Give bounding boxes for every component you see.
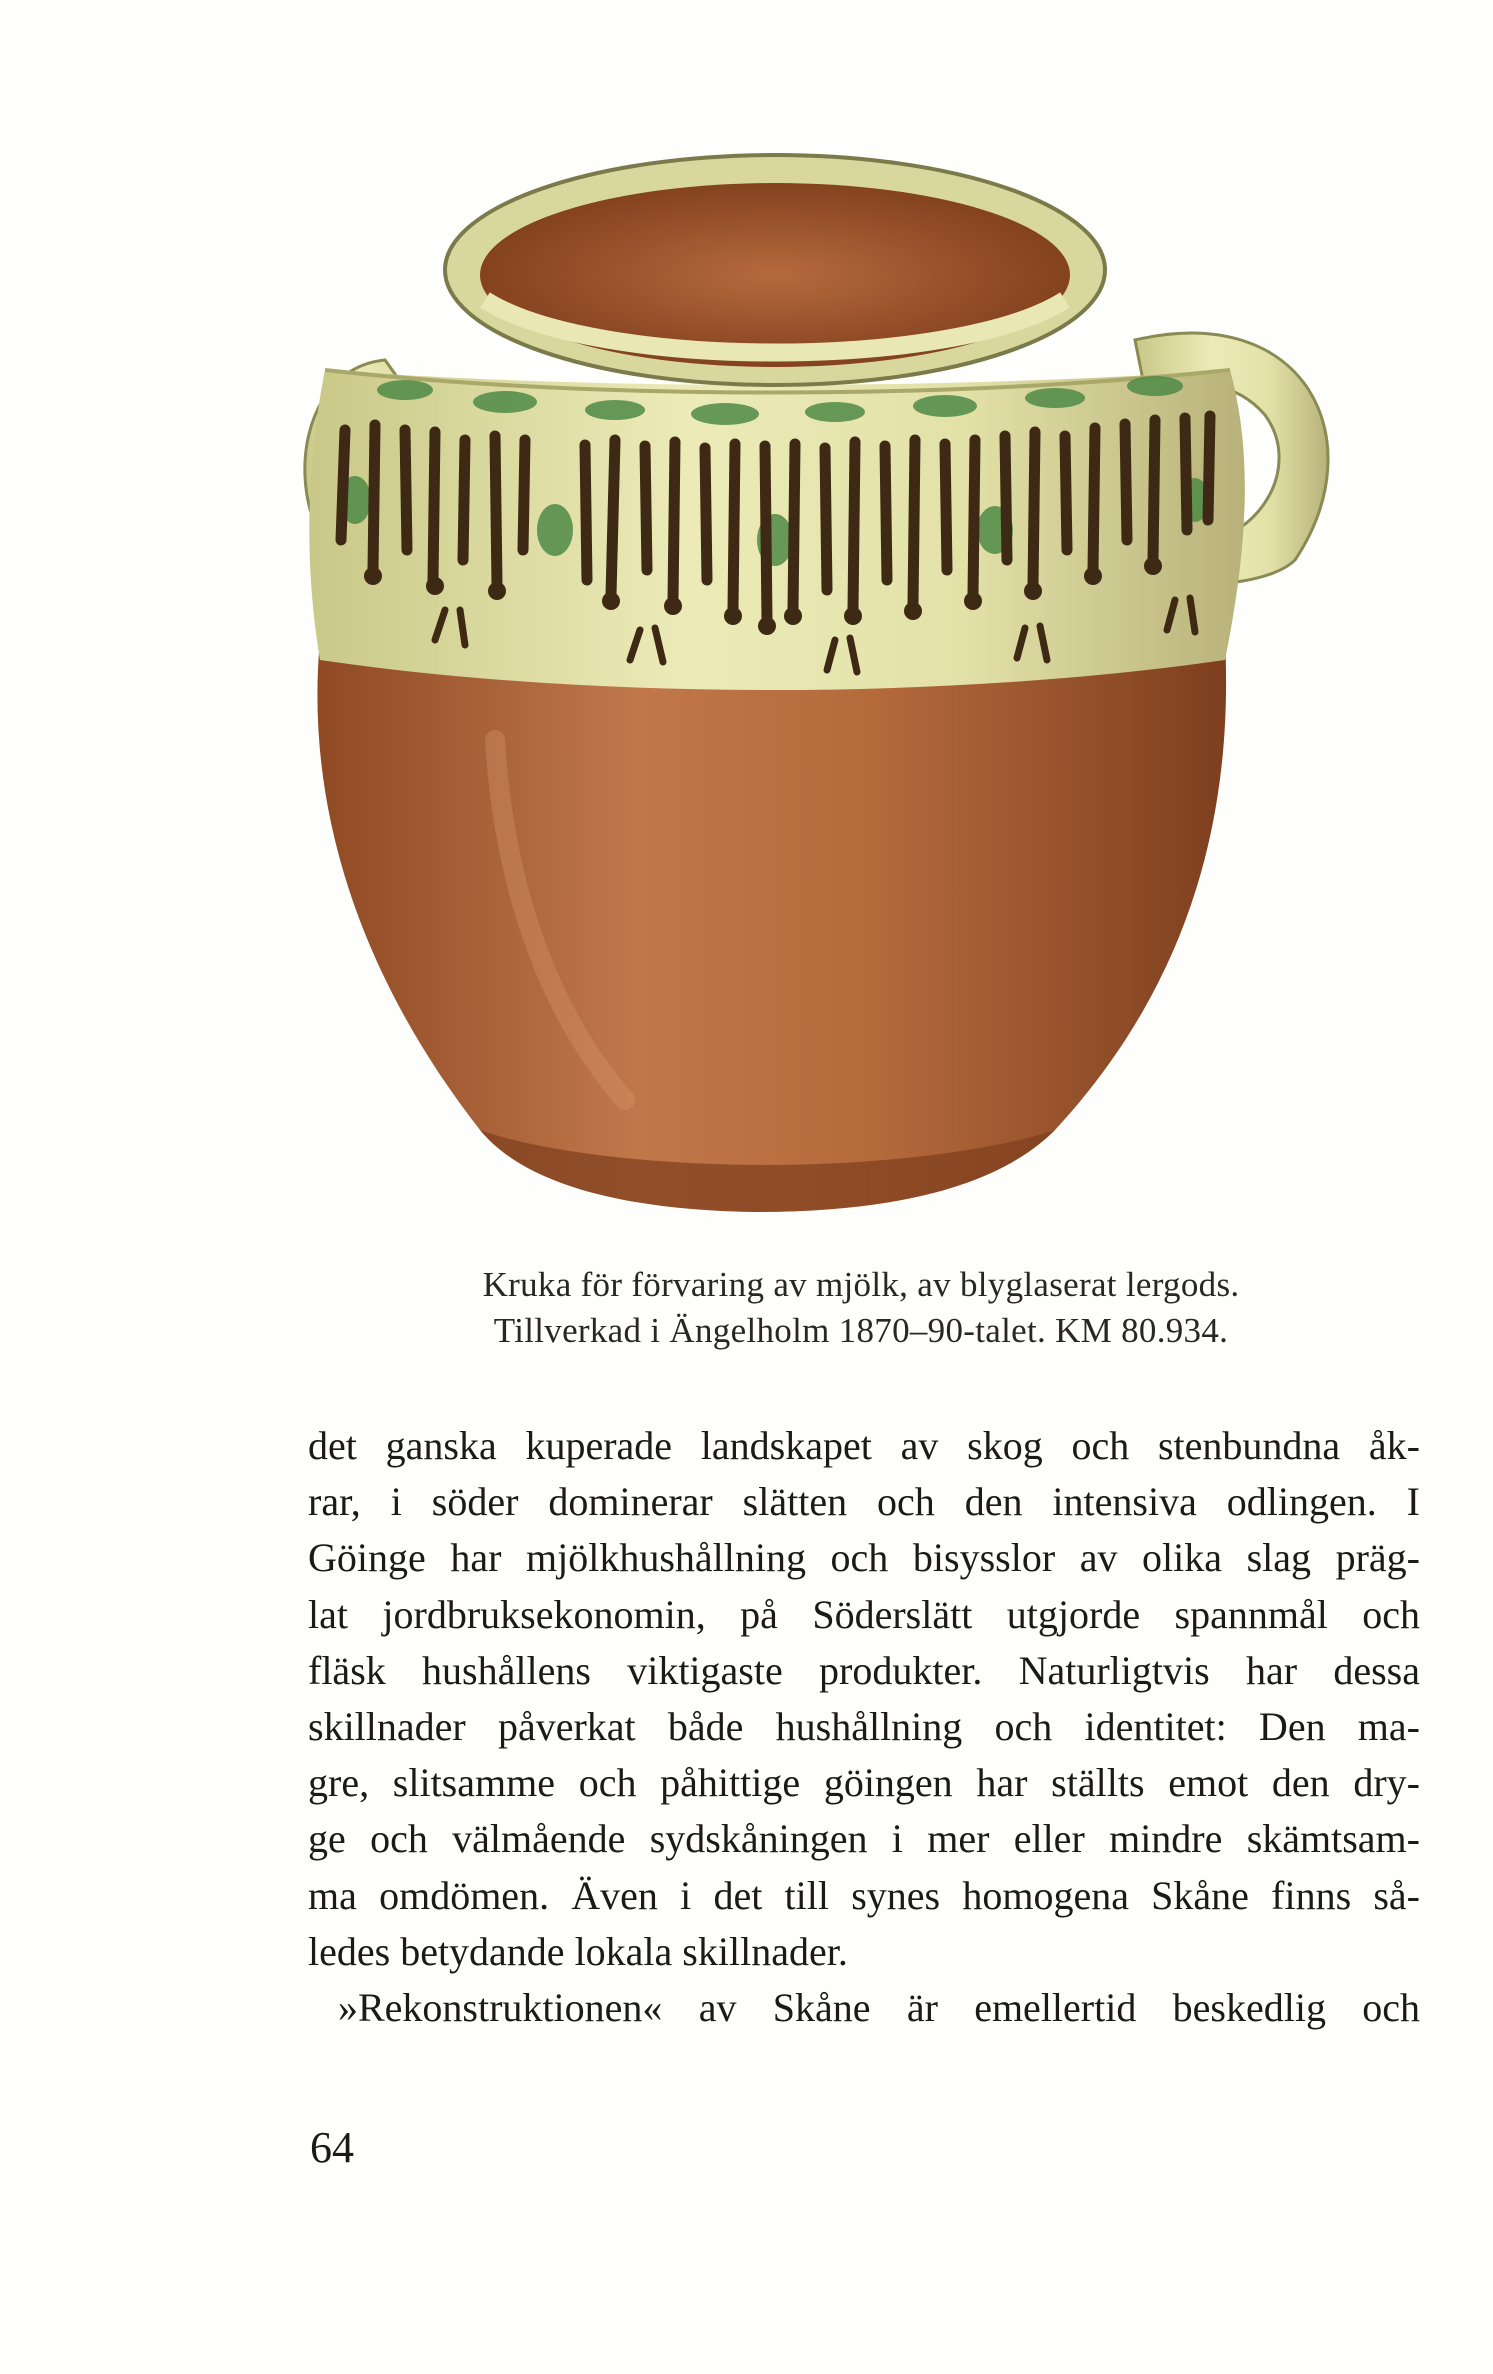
text-line: »Rekonstruktionen« av Skåne är emellertid beskedlig och <box>338 1985 1420 2031</box>
body-text <box>308 1418 1420 2036</box>
text-line: gre, slitsamme och påhittige göingen har ställts emot den dry- <box>308 1760 1420 1806</box>
text-line: ledes betydande lokala skillnader. <box>308 1928 848 1974</box>
glazed-milk-pot-illustration <box>295 140 1425 1230</box>
text-line: lat jordbruksekonomin, på Söderslätt utgjorde spannmål och <box>308 1591 1420 1637</box>
pot-photograph <box>295 140 1425 1230</box>
text-line: skillnader påverkat både hushållning och identitet: Den ma- <box>308 1704 1420 1750</box>
text-line: Göinge har mjölkhushållning och bisysslor av olika slag präg- <box>308 1535 1420 1581</box>
text-line: ge och välmående sydskåningen i mer eller mindre skämtsam- <box>308 1816 1420 1862</box>
text-line: rar, i söder dominerar slätten och den intensiva odlingen. I <box>308 1479 1420 1525</box>
caption-line: Tillverkad i Ängelholm 1870–90-talet. KM 80.934. <box>493 1311 1229 1350</box>
figure-caption <box>300 1262 1422 1354</box>
page-number: 64 <box>310 2123 354 2172</box>
text-line: ma omdömen. Även i det till synes homogena Skåne finns så- <box>308 1872 1420 1918</box>
caption-line: Kruka för förvaring av mjölk, av blyglaserat lergods. <box>482 1265 1240 1304</box>
pot-body <box>317 640 1226 1212</box>
text-line: fläsk hushållens viktigaste produkter. Naturligtvis har dessa <box>308 1647 1420 1693</box>
text-line: det ganska kuperade landskapet av skog och stenbundna åk- <box>308 1423 1420 1468</box>
